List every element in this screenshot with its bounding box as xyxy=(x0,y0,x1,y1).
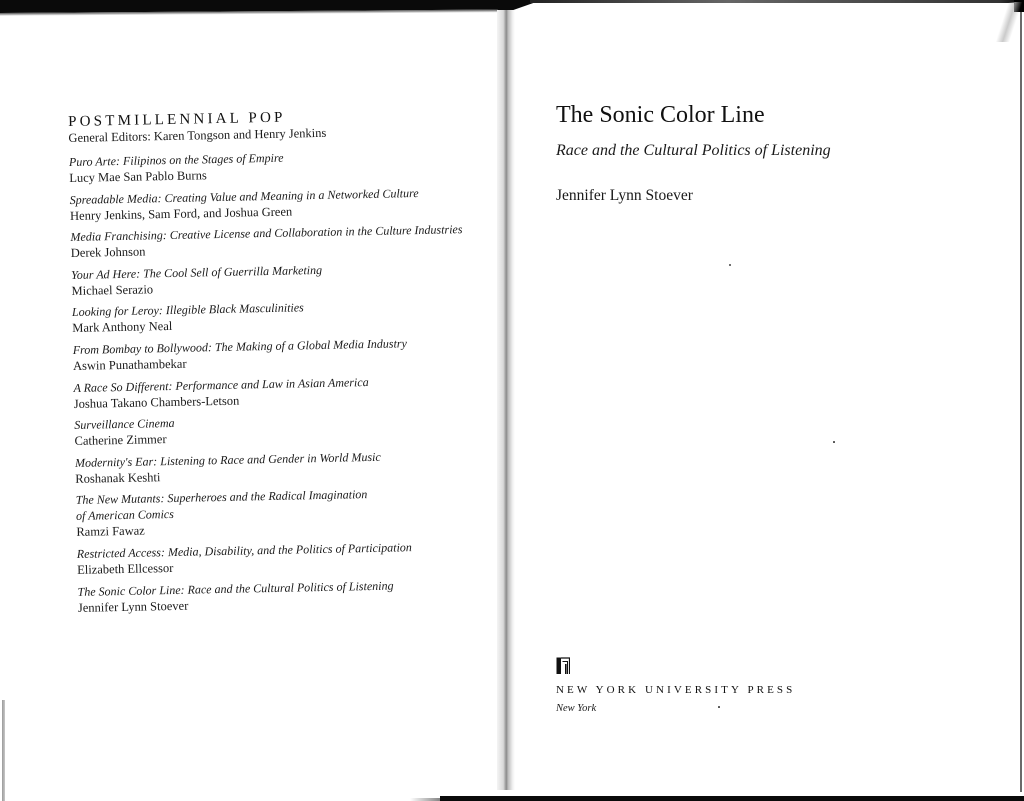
scan-border-top-right xyxy=(530,0,1024,3)
book-title: Your Ad Here: The Cool Sell of Guerrilla Marketing xyxy=(71,262,323,282)
book-author: Michael Serazio xyxy=(71,282,154,298)
series-book-entry xyxy=(73,371,474,411)
publisher-city: New York xyxy=(556,703,597,714)
series-book-entry xyxy=(72,296,473,336)
book-title: A Race So Different: Performance and Law in Asian America xyxy=(73,374,369,395)
book-author-name: Jennifer Lynn Stoever xyxy=(556,187,693,204)
book-author: Elizabeth Ellcessor xyxy=(77,560,174,577)
scan-border-top-left xyxy=(0,0,500,13)
book-title: Looking for Leroy: Illegible Black Masculinities xyxy=(71,300,304,320)
book-title: Media Franchising: Creative License and Collaboration in the Culture Industries xyxy=(70,222,463,245)
book-title: Puro Arte: Filipinos on the Stages of Empire xyxy=(68,150,284,169)
book-author: Lucy Mae San Pablo Burns xyxy=(69,168,207,185)
series-title: POSTMILLENNIAL POP xyxy=(68,109,286,130)
series-editors: General Editors: Karen Tongson and Henry Jenkins xyxy=(68,125,327,145)
nyu-press-logo-icon xyxy=(556,657,570,674)
dust-speck xyxy=(729,264,731,266)
book-title: Modernity's Ear: Listening to Race and Gender in World Music xyxy=(74,449,381,470)
book-title: Restricted Access: Media, Disability, and the Politics of Participation xyxy=(76,540,412,561)
book-author: Aswin Punathambekar xyxy=(72,356,187,373)
book-title: The New Mutants: Superheroes and the Radical Imagination of American Comics xyxy=(75,487,368,524)
series-book-entry xyxy=(76,484,477,540)
book-author: Joshua Takano Chambers-Letson xyxy=(73,393,240,411)
book-title: From Bombay to Bollywood: The Making of a Global Media Industry xyxy=(72,336,407,357)
book-title: The Sonic Color Line: Race and the Cultural Politics of Listening xyxy=(77,578,394,599)
book-main-title: The Sonic Color Line xyxy=(556,102,765,128)
series-page xyxy=(68,106,478,621)
series-book-list xyxy=(69,146,478,615)
series-book-entry xyxy=(70,184,471,224)
book-title: Spreadable Media: Creating Value and Meaning in a Networked Culture xyxy=(69,185,419,207)
book-author: Mark Anthony Neal xyxy=(72,319,173,336)
book-author: Jennifer Lynn Stoever xyxy=(77,598,189,615)
publisher-name: NEW YORK UNIVERSITY PRESS xyxy=(556,684,796,696)
publisher-imprint xyxy=(556,657,795,716)
series-book-entry xyxy=(77,538,478,578)
page-edge-right xyxy=(1020,12,1022,792)
scan-border-bottom xyxy=(440,796,1024,801)
book-author: Ramzi Fawaz xyxy=(76,523,145,540)
book-author: Catherine Zimmer xyxy=(74,432,167,449)
book-author: Derek Johnson xyxy=(70,244,146,261)
series-book-entry xyxy=(73,334,474,374)
series-book-entry xyxy=(75,447,476,487)
book-title: Surveillance Cinema xyxy=(74,416,175,433)
series-book-entry xyxy=(70,221,471,261)
title-page xyxy=(556,100,996,206)
book-author: Roshanak Keshti xyxy=(75,469,161,486)
series-book-entry xyxy=(69,146,470,186)
dust-speck xyxy=(833,441,835,443)
page-edge-left xyxy=(2,700,5,801)
book-author: Henry Jenkins, Sam Ford, and Joshua Green xyxy=(69,204,293,223)
book-gutter xyxy=(497,10,515,790)
page-fold-shadow xyxy=(996,2,1023,42)
series-book-entry xyxy=(71,259,472,299)
series-book-entry xyxy=(77,575,478,615)
series-book-entry xyxy=(74,409,475,449)
book-subtitle: Race and the Cultural Politics of Listening xyxy=(556,142,831,159)
